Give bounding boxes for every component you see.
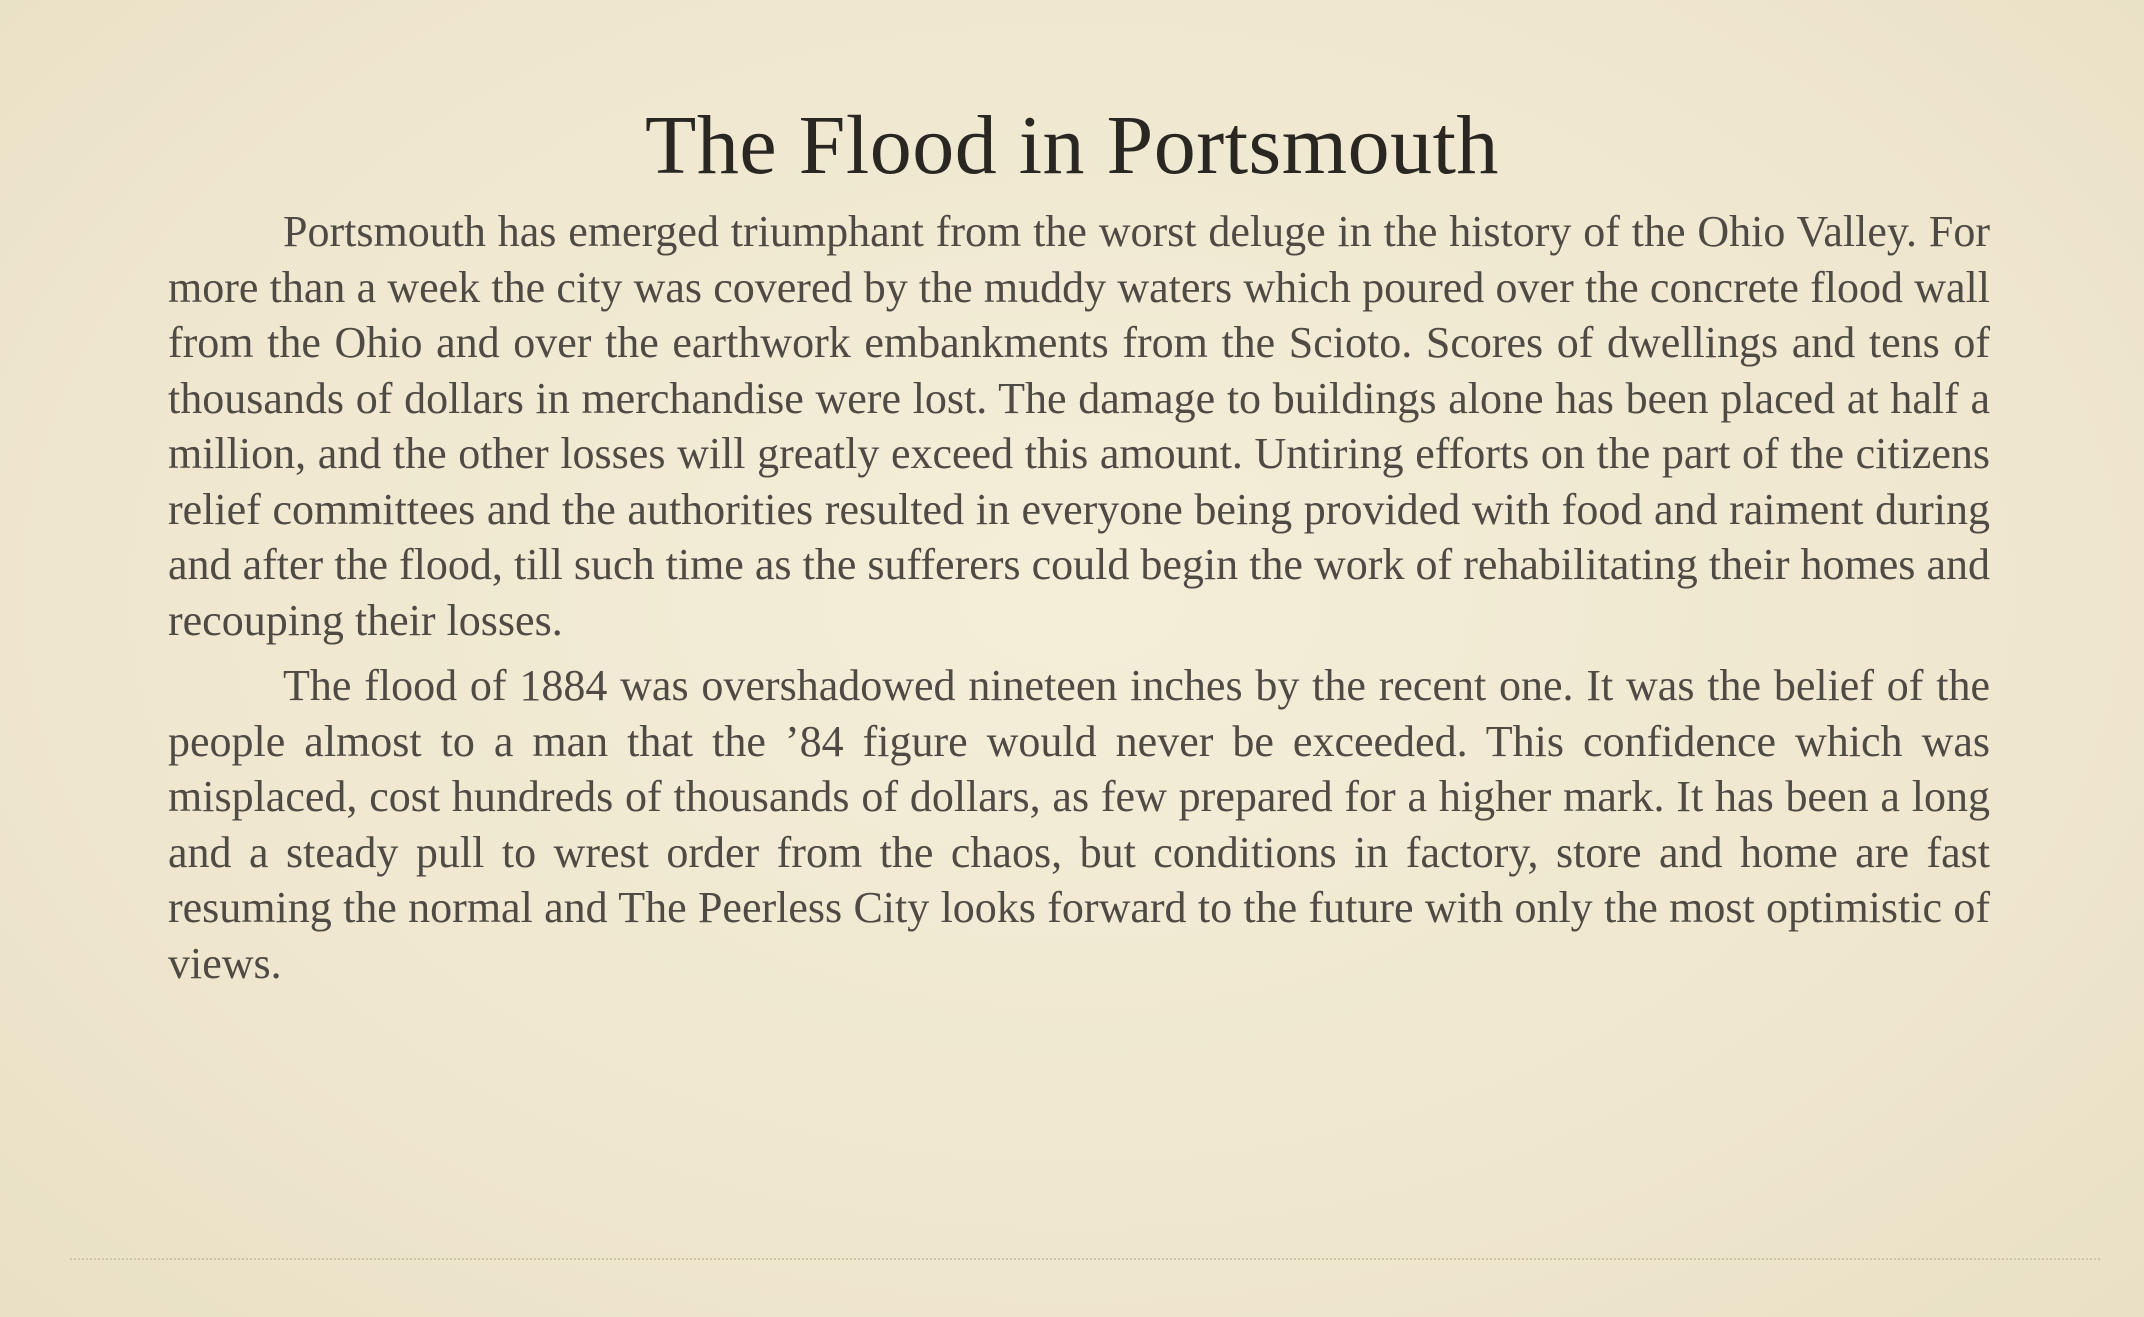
paragraph-2: The flood of 1884 was overshadowed nineteen inches by the recent one. It was the belief of the people almost to a man that the ’84 figure would never be exceeded. This confidence which was misplaced, cost hundreds of thousands of dollars, as few prepared for a higher mark. It has been a long and a steady pull to wrest order from the chaos, but conditions in factory, store and home are fast resuming the normal and The Peerless City looks forward to the future with only the most optimistic of views. bbox=[168, 661, 1990, 988]
article-body bbox=[168, 204, 1990, 991]
page-title: The Flood in Portsmouth bbox=[645, 99, 1499, 192]
paragraph-1: Portsmouth has emerged triumphant from the worst deluge in the history of the Ohio Valley. For more than a week the city was covered by the muddy waters which poured over the concrete flood wall from the Ohio and over the earthwork embankments from the Scioto. Scores of dwellings and tens of thousands of dollars in merchandise were lost. The damage to buildings alone has been placed at half a million, and the other losses will greatly exceed this amount. Untiring efforts on the part of the citizens relief committees and the authorities resulted in everyone being provided with food and raiment during and after the flood, till such time as the sufferers could begin the work of rehabilitating their homes and recouping their losses. bbox=[168, 207, 1990, 645]
bottom-dotted-rule bbox=[70, 1258, 2100, 1260]
